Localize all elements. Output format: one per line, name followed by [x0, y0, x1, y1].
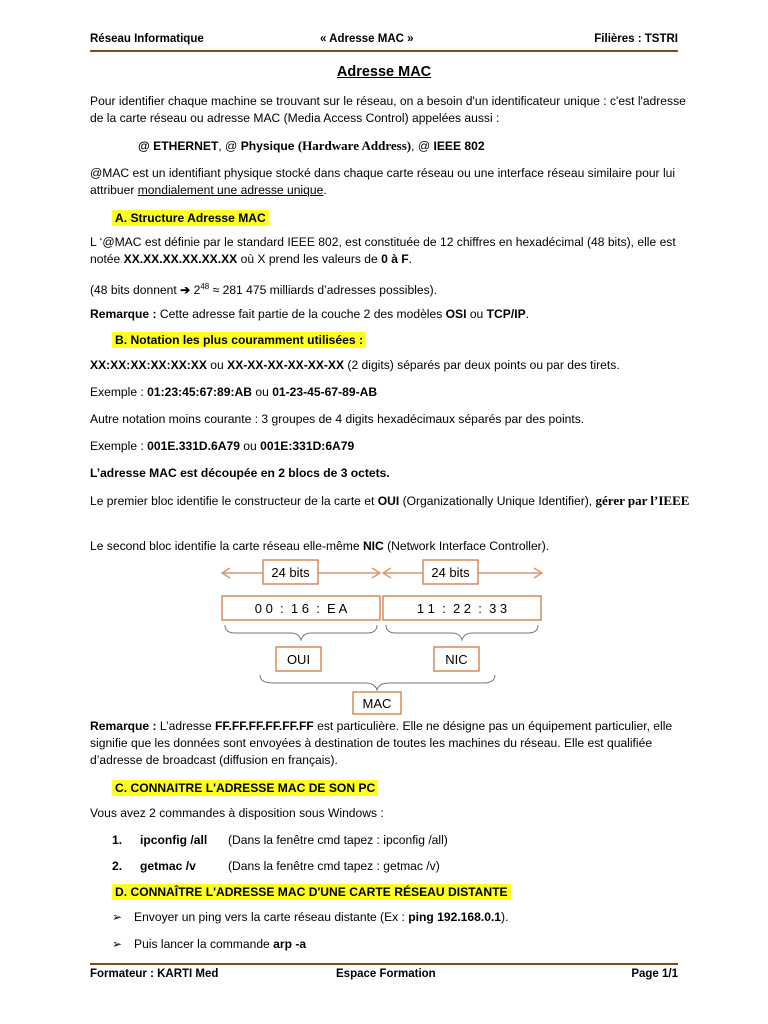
header-center: « Adresse MAC »: [320, 33, 414, 45]
b-notation-desc: (2 digits) séparés par deux points ou par des tirets.: [344, 358, 620, 372]
section-b-label: B. Notation les plus couramment utilisées :: [112, 332, 366, 348]
a-p1-notation: XX.XX.XX.XX.XX.XX: [123, 252, 238, 266]
a-remark-label: Remarque :: [90, 307, 157, 321]
b-notation-or: ou: [206, 358, 228, 372]
b-second-a: Le second bloc identifie la carte réseau elle-même: [90, 539, 363, 553]
b-first-ieee: gérer par l’IEEE: [595, 493, 690, 508]
a-p2-sup: 48: [200, 282, 210, 291]
nic-brace: [386, 625, 538, 640]
cmd-ipconfig-desc: (Dans la fenêtre cmd tapez : ipconfig /all): [228, 833, 448, 847]
b-ex2-b: 001E:331D:6A79: [260, 439, 355, 453]
a-p1-mid: où X prend les valeurs de: [237, 252, 382, 266]
section-b-notation: [90, 357, 690, 374]
definition-pre: @MAC est un identifiant physique stocké dans chaque carte réseau ou une interface réseau similaire pour lui attribuer: [90, 166, 676, 197]
a-remark-osi: OSI: [445, 307, 467, 321]
oui-brace: [225, 625, 377, 640]
a-remark-a: Cette adresse fait partie de la couche 2 des modèles: [156, 307, 446, 321]
section-b-example1: [90, 384, 690, 401]
a-p2-c: ≈ 281 475 milliards d’adresses possibles).: [209, 283, 438, 298]
b-ex2-or: ou: [239, 439, 261, 453]
section-b-other: Autre notation moins courante : 3 groupes de 4 digits hexadécimaux séparés par des points.: [90, 412, 585, 426]
d-b1-a: Envoyer un ping vers la carte réseau distante (Ex :: [134, 910, 409, 924]
b-notation-dash: XX-XX-XX-XX-XX-XX: [227, 358, 345, 372]
b-second-nic: NIC: [362, 539, 384, 553]
section-d-heading: [112, 884, 712, 901]
section-a-remark: [90, 306, 690, 323]
b-ex1-label: Exemple :: [90, 385, 148, 399]
broadcast-c: est particulière. Elle ne désigne pas un équipement particulier, elle signifie que les données sont envoyées à destination de toutes les machines du réseau. Elle est qualifiée d’adresse de broadcast (diffusion en français).: [90, 719, 673, 767]
alias-sep2: , @: [411, 139, 434, 153]
nic-value: 1 1 : 2 2 : 3 3: [416, 601, 508, 616]
b-ex1-a: 01:23:45:67:89:AB: [147, 385, 253, 399]
section-b-first: [90, 492, 690, 510]
section-b-heading: [112, 332, 712, 349]
d-b2-a: Puis lancer la commande: [134, 937, 274, 951]
section-d-label: D. CONNAÎTRE L'ADRESSE MAC D'UNE CARTE RÉSEAU DISTANTE: [112, 884, 511, 900]
section-c-intro: Vous avez 2 commandes à disposition sous Windows :: [90, 806, 384, 820]
broadcast-remark: [90, 718, 690, 769]
oui-value: 0 0 : 1 6 : E A: [254, 601, 348, 616]
section-a-heading: [112, 210, 712, 227]
mac-label: MAC: [362, 696, 392, 711]
page-title: Adresse MAC: [336, 64, 432, 80]
nic-label: NIC: [445, 652, 468, 667]
broadcast-a: L’adresse: [156, 719, 216, 733]
list-item: [112, 832, 712, 849]
intro-aliases: [138, 137, 738, 155]
mac-brace: [260, 675, 495, 690]
left-bits-label: 24 bits: [271, 565, 310, 580]
cmd-ipconfig: ipconfig /all: [140, 833, 208, 847]
b-first-oui: OUI: [377, 494, 400, 508]
b-first-a: Le premier bloc identifie le constructeur de la carte et: [90, 494, 378, 508]
footer-left: Formateur : KARTI Med: [90, 968, 219, 980]
d-b1-c: ).: [501, 910, 509, 924]
a-p1-pre: L ‘@MAC est définie par le standard IEEE 802, est constituée de 12 chiffres en hexadécimal (48 bits), elle est notée: [90, 235, 676, 266]
header-rule: [90, 50, 678, 52]
bullet-arrow-icon: ➢: [112, 910, 123, 924]
intro-paragraph: [90, 93, 690, 127]
section-b-second: [90, 538, 690, 555]
mac-structure-diagram: [205, 555, 560, 715]
alias-ethernet: @ ETHERNET: [138, 139, 219, 153]
d-b2-cmd: arp -a: [273, 937, 307, 951]
arrow-icon: ➔: [180, 283, 191, 298]
a-remark-tcpip: TCP/IP: [486, 307, 526, 321]
section-c-heading: [112, 780, 712, 797]
broadcast-address: FF.FF.FF.FF.FF.FF: [215, 719, 314, 733]
footer-rule: [90, 963, 678, 965]
b-ex1-b: 01-23-45-67-89-AB: [272, 385, 378, 399]
definition-post: .: [323, 183, 327, 197]
footer-center: Espace Formation: [336, 968, 436, 980]
alias-physique: Physique: [240, 139, 295, 153]
page-header: [90, 33, 678, 47]
section-a-p2: [90, 278, 690, 299]
definition-paragraph: [90, 165, 690, 199]
right-bits-label: 24 bits: [431, 565, 470, 580]
alias-sep: , @: [218, 139, 241, 153]
a-p1-end: .: [408, 252, 413, 266]
header-left: Réseau Informatique: [90, 33, 204, 45]
oui-label: OUI: [286, 652, 311, 667]
section-c-label: C. CONNAITRE L'ADRESSE MAC DE SON PC: [112, 780, 378, 796]
definition-underline: mondialement une adresse unique: [137, 183, 324, 197]
section-b-example2: [90, 438, 690, 455]
bullet-item: [112, 936, 712, 953]
b-notation-colon: XX:XX:XX:XX:XX:XX: [90, 358, 207, 372]
list-item: [112, 858, 712, 875]
a-p2-a: (48 bits donnent: [90, 283, 181, 298]
a-p2-b: 2: [190, 283, 201, 298]
b-ex2-a: 001E.331D.6A79: [147, 439, 240, 453]
cmd-getmac-desc: (Dans la fenêtre cmd tapez : getmac /v): [228, 859, 440, 873]
bullet-item: [112, 909, 712, 926]
alias-hardware: (Hardware Address): [297, 138, 412, 153]
broadcast-label: Remarque :: [90, 719, 157, 733]
b-first-c: (Organizationally Unique Identifier),: [399, 494, 596, 508]
d-b1-cmd: ping 192.168.0.1: [408, 910, 502, 924]
a-remark-c: ou: [466, 307, 487, 321]
footer-right: Page 1/1: [631, 968, 678, 980]
cmd-getmac: getmac /v: [140, 859, 196, 873]
list-num-2: 2.: [112, 859, 123, 873]
b-ex2-label: Exemple :: [90, 439, 148, 453]
section-a-p1: [90, 234, 690, 268]
list-num-1: 1.: [112, 833, 123, 847]
b-second-c: (Network Interface Controller).: [383, 539, 550, 553]
header-right: Filières : TSTRI: [594, 33, 678, 45]
a-p1-range: 0 à F: [381, 252, 409, 266]
intro-text: Pour identifier chaque machine se trouvant sur le réseau, on a besoin d'un identificateur unique : c'est l'adresse de la carte réseau ou adresse MAC (Media Access Control) appelées aussi :: [90, 94, 686, 125]
section-a-label: A. Structure Adresse MAC: [112, 210, 269, 226]
a-remark-e: .: [525, 307, 530, 321]
b-ex1-or: ou: [252, 385, 273, 399]
alias-ieee: IEEE 802: [433, 139, 485, 153]
section-b-blocks: L’adresse MAC est découpée en 2 blocs de 3 octets.: [90, 466, 390, 480]
bullet-arrow-icon: ➢: [112, 937, 123, 951]
